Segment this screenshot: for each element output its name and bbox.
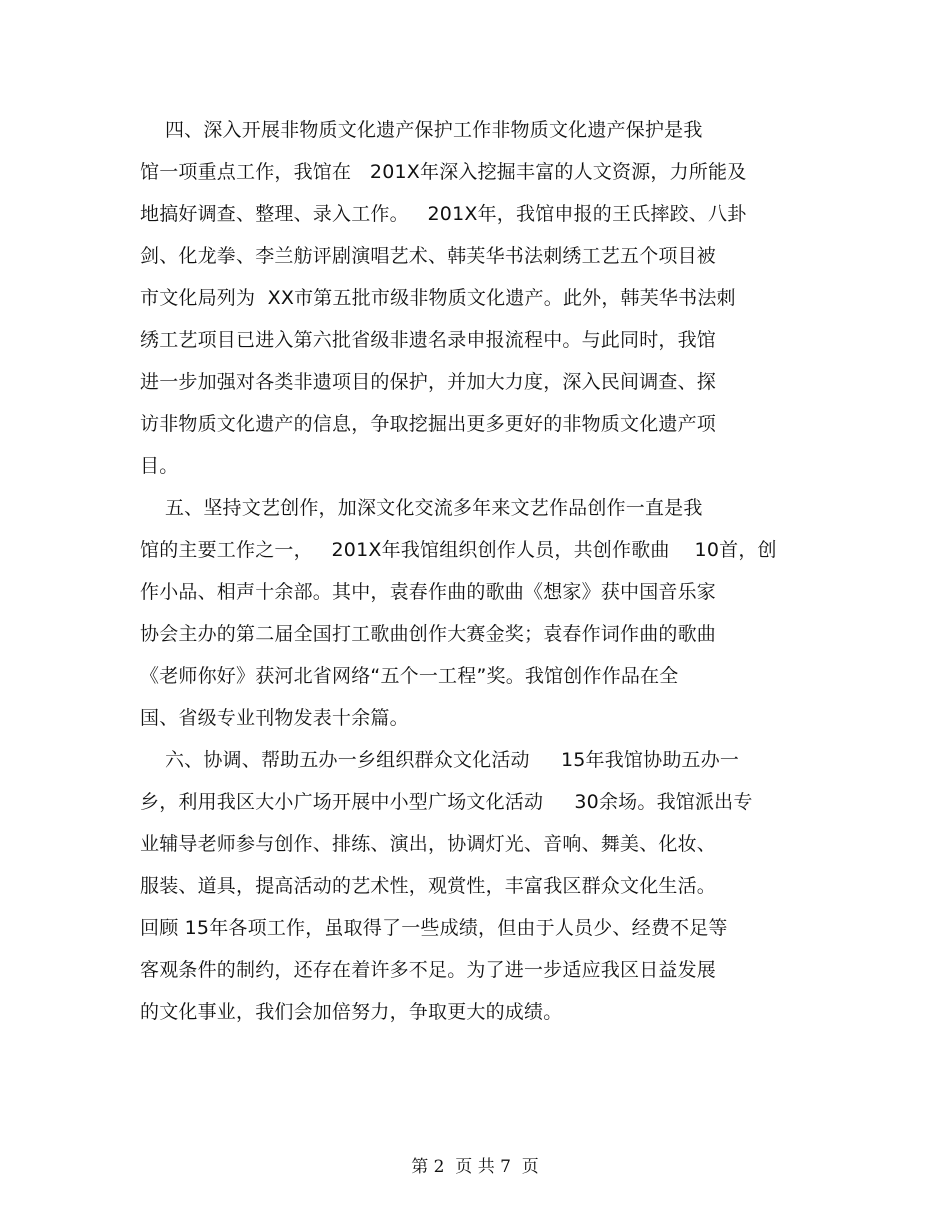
- text-line: 五、坚持文艺创作，加深文化交流多年来文艺作品创作一直是我: [140, 497, 703, 519]
- text-line: 进一步加强对各类非遗项目的保护，并加大力度，深入民间调查、探: [140, 371, 717, 393]
- text-line: 的文化事业，我们会加倍努力，争取更大的成绩。: [140, 1001, 563, 1023]
- text-line: 国、省级专业刊物发表十余篇。: [140, 707, 409, 729]
- text-line: 目。: [140, 455, 179, 477]
- page-number-footer: 第 2 页 共 7 页: [411, 1157, 539, 1177]
- text-line: 剑、化龙拳、李兰舫评剧演唱艺术、韩芙华书法刺绣工艺五个项目被: [140, 245, 717, 267]
- text-line: 六、协调、帮助五办一乡组织群众文化活动 15年我馆协助五办一: [140, 749, 740, 771]
- text-line: 作小品、相声十余部。其中，袁春作曲的歌曲《想家》获中国音乐家: [140, 581, 717, 603]
- text-line: 乡，利用我区大小广场开展中小型广场文化活动 30余场。我馆派出专: [140, 791, 753, 813]
- text-line: 服装、道具，提高活动的艺术性，观赏性，丰富我区群众文化生活。: [140, 875, 717, 897]
- text-line: 馆一项重点工作，我馆在 201X年深入挖掘丰富的人文资源，力所能及: [140, 161, 747, 183]
- text-line: 市文化局列为 XX市第五批市级非物质文化遗产。此外，韩芙华书法刺: [140, 287, 736, 309]
- text-line: 业辅导老师参与创作、排练、演出，协调灯光、音响、舞美、化妆、: [140, 833, 717, 855]
- text-line: 回顾 15年各项工作，虽取得了一些成绩，但由于人员少、经费不足等: [140, 917, 728, 939]
- text-line: 馆的主要工作之一， 201X年我馆组织创作人员，共创作歌曲 10首，创: [140, 539, 777, 561]
- text-line: 四、深入开展非物质文化遗产保护工作非物质文化遗产保护是我: [140, 119, 703, 141]
- text-line: 《老师你好》获河北省网络“五个一工程”奖。我馆创作作品在全: [140, 665, 679, 687]
- text-line: 地搞好调查、整理、录入工作。 201X年，我馆申报的王氏摔跤、八卦: [140, 203, 747, 225]
- text-line: 访非物质文化遗产的信息，争取挖掘出更多更好的非物质文化遗产项: [140, 413, 717, 435]
- text-line: 绣工艺项目已进入第六批省级非遗名录申报流程中。与此同时，我馆: [140, 329, 717, 351]
- text-line: 客观条件的制约，还存在着许多不足。为了进一步适应我区日益发展: [140, 959, 717, 981]
- text-line: 协会主办的第二届全国打工歌曲创作大赛金奖；袁春作词作曲的歌曲: [140, 623, 717, 645]
